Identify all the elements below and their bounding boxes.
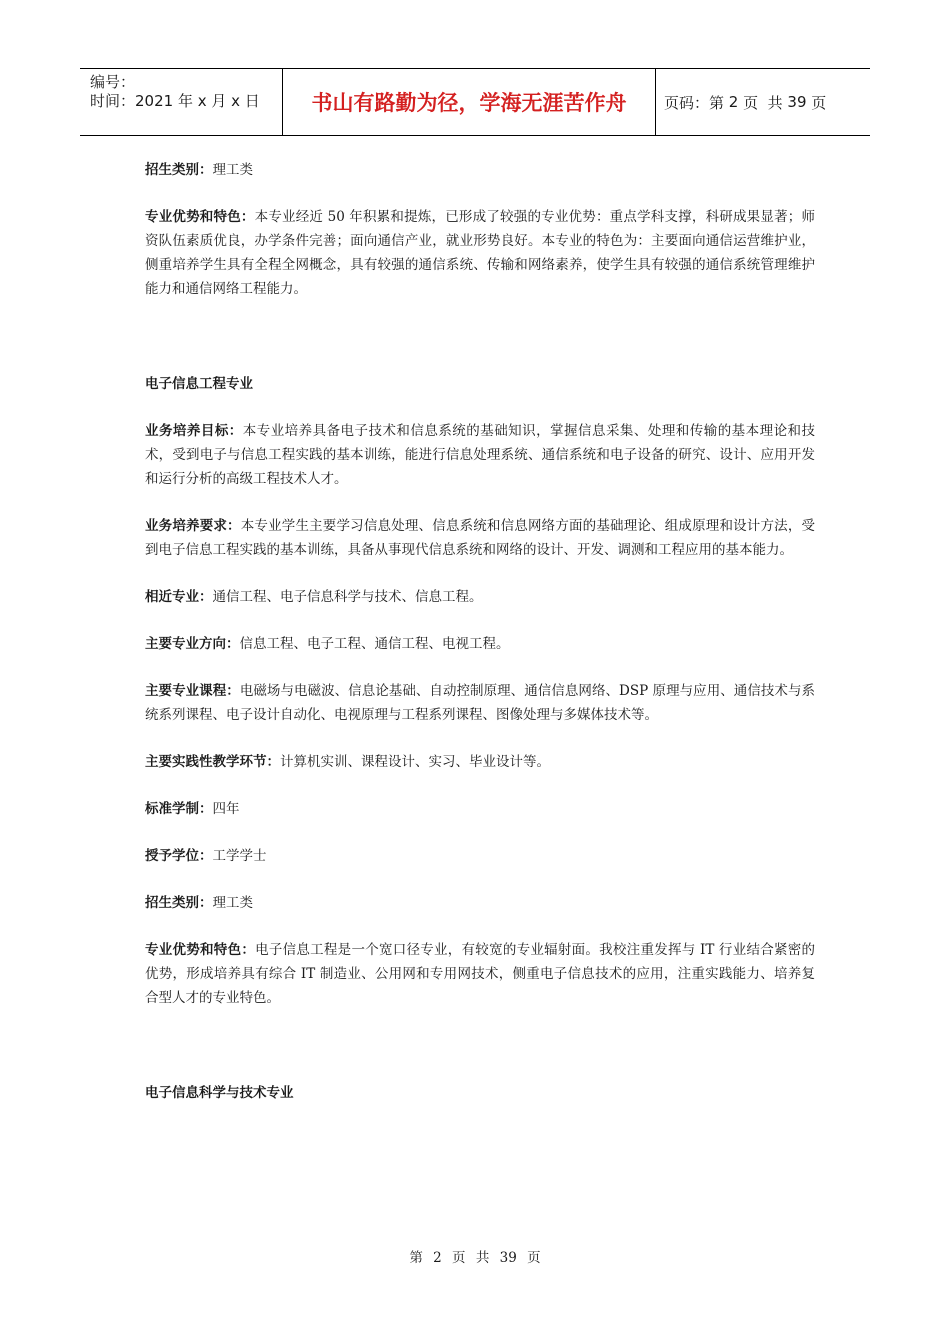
training-requirement-paragraph xyxy=(145,514,815,562)
practice-paragraph xyxy=(145,750,815,774)
document-date: 时间：2021 年 x 月 x 日 xyxy=(90,92,260,110)
field-value: 本专业经近 50 年积累和提炼，已形成了较强的专业优势：重点学科支撑，科研成果显著；师资队伍素质优良，办学条件完善；面向通信产业，就业形势良好。本专业的特色为：主要面向通信运营维护业，侧重培养学生具有全程全网概念，具有较强的通信系统、传输和网络素养，使学生具有较强的通信系统管理维护能力和通信网络工程能力。 xyxy=(145,209,815,297)
related-majors-paragraph xyxy=(145,585,815,609)
document-body xyxy=(145,158,815,1128)
field-value: 电磁场与电磁波、信息论基础、自动控制原理、通信信息网络、DSP 原理与应用、通信技术与系统系列课程、电子设计自动化、电视原理与工程系列课程、图像处理与多媒体技术等。 xyxy=(145,683,816,723)
page-footer: 第 2 页 共 39 页 xyxy=(409,1250,541,1266)
header-info xyxy=(80,69,282,135)
field-label: 业务培养目标： xyxy=(145,423,243,439)
field-label: 专业优势和特色： xyxy=(145,942,256,958)
field-label: 主要实践性教学环节： xyxy=(145,754,280,770)
field-value: 信息工程、电子工程、通信工程、电视工程。 xyxy=(239,636,510,652)
field-value: 理工类 xyxy=(212,162,253,178)
field-label: 授予学位： xyxy=(145,848,213,864)
header-motto: 书山有路勤为径，学海无涯苦作舟 xyxy=(282,69,656,135)
feature-paragraph xyxy=(145,938,815,1010)
page-suffix: 页 xyxy=(806,93,827,112)
field-value: 计算机实训、课程设计、实习、毕业设计等。 xyxy=(280,754,550,770)
page-header xyxy=(80,68,870,136)
field-label: 相近专业： xyxy=(145,589,213,605)
degree-paragraph xyxy=(145,844,815,868)
field-label: 主要专业课程： xyxy=(145,683,240,699)
page-current: 2 xyxy=(728,93,739,111)
page-total: 39 xyxy=(787,93,807,111)
field-value: 四年 xyxy=(212,801,240,817)
section-spacer xyxy=(145,1033,815,1081)
page-mid: 页 共 xyxy=(738,93,788,112)
document-number-label: 编号： xyxy=(90,73,136,91)
section-title-eist: 电子信息科学与技术专业 xyxy=(145,1085,294,1101)
field-label: 招生类别： xyxy=(145,895,213,911)
header-page-number xyxy=(656,69,870,135)
duration-paragraph xyxy=(145,797,815,821)
training-goal-paragraph xyxy=(145,419,815,491)
page-prefix: 页码：第 xyxy=(664,93,729,112)
section-spacer xyxy=(145,324,815,372)
field-value: 通信工程、电子信息科学与技术、信息工程。 xyxy=(212,589,483,605)
major-courses-paragraph xyxy=(145,679,815,727)
field-label: 专业优势和特色： xyxy=(145,209,255,225)
field-value: 理工类 xyxy=(212,895,253,911)
recruit-category-paragraph xyxy=(145,158,815,182)
field-label: 主要专业方向： xyxy=(145,636,240,652)
field-label: 招生类别： xyxy=(145,162,213,178)
field-value: 工学学士 xyxy=(212,848,267,864)
field-label: 标准学制： xyxy=(145,801,213,817)
major-direction-paragraph xyxy=(145,632,815,656)
feature-paragraph xyxy=(145,205,815,301)
section-title-eie: 电子信息工程专业 xyxy=(145,376,253,392)
field-label: 业务培养要求： xyxy=(145,518,241,534)
field-value: 本专业学生主要学习信息处理、信息系统和信息网络方面的基础理论、组成原理和设计方法，受到电子信息工程实践的基本训练，具备从事现代信息系统和网络的设计、开发、调测和工程应用的基本能力。 xyxy=(145,518,816,558)
field-value: 本专业培养具备电子技术和信息系统的基础知识，掌握信息采集、处理和传输的基本理论和技术，受到电子与信息工程实践的基本训练，能进行信息处理系统、通信系统和电子设备的研究、设计、应用开发和运行分析的高级工程技术人才。 xyxy=(145,423,816,487)
field-value: 电子信息工程是一个宽口径专业，有较宽的专业辐射面。我校注重发挥与 IT 行业结合紧密的优势，形成培养具有综合 IT 制造业、公用网和专用网技术，侧重电子信息技术的应用，注重实践能力、培养复合型人才的专业特色。 xyxy=(145,942,816,1006)
recruit-category-paragraph xyxy=(145,891,815,915)
